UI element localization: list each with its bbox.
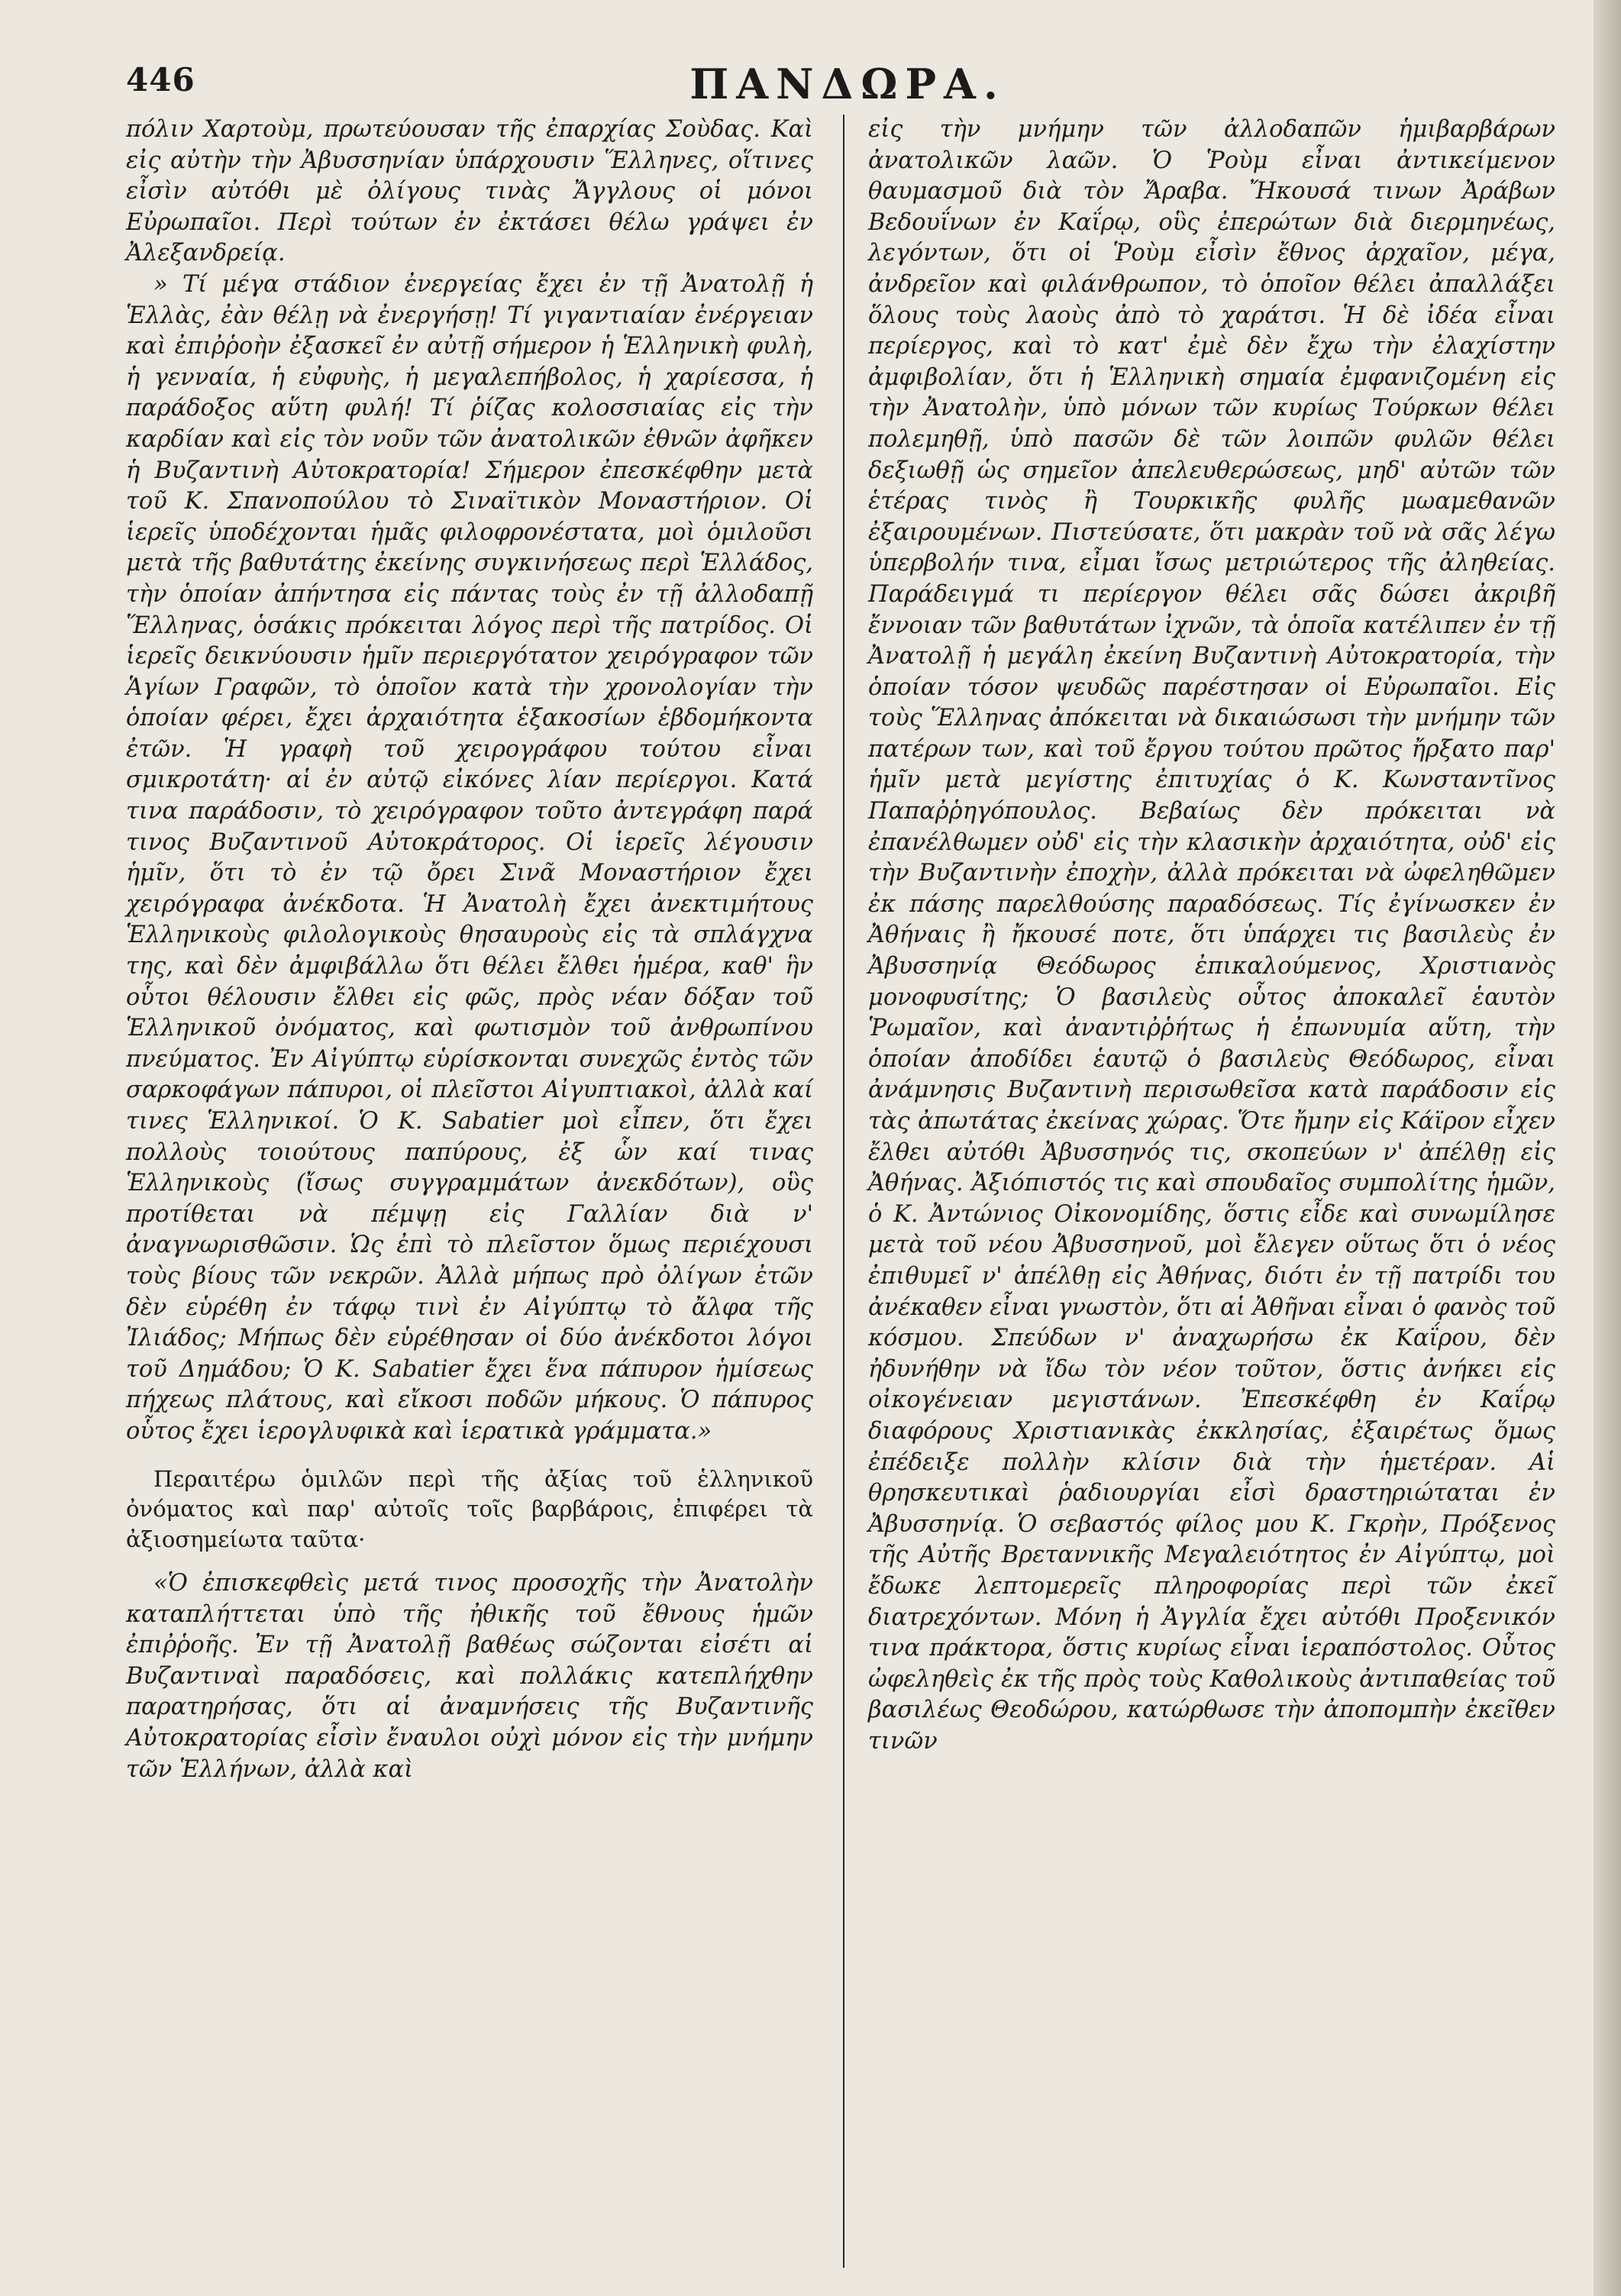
page-binding-edge (1594, 0, 1621, 2296)
running-title: ΠΑΝΔΩΡΑ. (689, 60, 1006, 108)
right-paragraph-1: εἰς τὴν μνήμην τῶν ἀλλοδαπῶν ἡμιβαρβάρων ἀνατολικῶν λαῶν. Ὁ Ῥοὺμ εἶναι ἀντικείμενον θαυμασμοῦ διὰ τὸν Ἄραβα. Ἤκουσά τινων Ἀράβων Βεδουΐνων ἐν Καΐρῳ, οὓς ἐπερώτων διὰ διερμηνέως, λεγόντων, ὅτι οἱ Ῥοὺμ εἶσὶν ἔθνος ἀρχαῖον, μέγα, ἀνδρεῖον καὶ φιλάνθρωπον, τὸ ὁποῖον θέλει ἀπαλλάξει ὅλους τοὺς λαοὺς ἀπὸ τὸ χαράτσι. Ἡ δὲ ἰδέα εἶναι περίεργος, καὶ τὸ κατ' ἐμὲ δὲν ἔχω τὴν ἐλαχίστην ἀμφιβολίαν, ὅτι ἡ Ἑλληνικὴ σημαία ἐμφανιζομένη εἰς τὴν Ἀνατολὴν, ὑπὸ μόνων τῶν κυρίως Τούρκων θέλει πολεμηθῇ, ὑπὸ πασῶν δὲ τῶν λοιπῶν φυλῶν θέλει δεξιωθῇ ὡς σημεῖον ἀπελευθερώσεως, μηδ' αὐτῶν τῶν ἑτέρας τινὸς ἢ Τουρκικῆς φυλῆς μωαμεθανῶν ἐξαιρουμένων. Πιστεύσατε, ὅτι μακρὰν τοῦ νὰ σᾶς λέγω ὑπερβολήν τινα, εἶμαι ἴσως μετριώτερος τῆς ἀληθείας. Παράδειγμά τι περίεργον θέλει σᾶς δώσει ἀκριβῆ ἔννοιαν τῶν βαθυτάτων ἰχνῶν, τὰ ὁποῖα κατέλιπεν ἐν τῇ Ἀνατολῇ ἡ μεγάλη ἐκείνη Βυζαντινὴ Αὐτοκρατορία, τὴν ὁποίαν τόσον ψευδῶς παρέστησαν οἱ Εὐρωπαῖοι. Εἰς τοὺς Ἕλληνας ἀπόκειται νὰ δικαιώσωσι τὴν μνήμην τῶν πατέρων των, καὶ τοῦ ἔργου τούτου πρῶτος ἤρξατο παρ' ἡμῖν μετὰ μεγίστης ἐπιτυχίας ὁ Κ. Κωνσταντῖνος Παπαῤῥηγόπουλος. Βεβαίως δὲν πρόκειται νὰ ἐπανέλθωμεν οὐδ' εἰς τὴν κλασικὴν ἀρχαιότητα, οὐδ' εἰς τὴν Βυζαντινὴν ἐποχὴν, ἀλλὰ πρόκειται νὰ ὠφεληθῶμεν ἐκ πάσης παρελθούσης παραδόσεως. Τίς ἐγίνωσκεν ἐν Ἀθήναις ἢ ἤκουσέ ποτε, ὅτι ὑπάρχει τις βασιλεὺς ἐν Ἀβυσσηνίᾳ Θεόδωρος ἐπικαλούμενος, Χριστιανὸς μονοφυσίτης; Ὁ βασιλεὺς οὗτος ἀποκαλεῖ ἑαυτὸν Ῥωμαῖον, καὶ ἀναντιῤῥήτως ἡ ἐπωνυμία αὕτη, τὴν ὁποίαν ἀποδίδει ἑαυτῷ ὁ βασιλεὺς Θεόδωρος, εἶναι ἀνάμνησις Βυζαντινὴ περισωθεῖσα κατὰ παράδοσιν εἰς τὰς ἀπωτάτας ἐκείνας χώρας. Ὅτε ἤμην εἰς Κάϊρον εἶχεν ἔλθει αὐτόθι Ἀβυσσηνός τις, σκοπεύων ν' ἀπέλθῃ εἰς Ἀθήνας. Ἀξιόπιστός τις καὶ σπουδαῖος συμπολίτης ἡμῶν, ὁ Κ. Ἀντώνιος Οἰκονομίδης, ὅστις εἶδε καὶ συνωμίλησε μετὰ τοῦ νέου Ἀβυσσηνοῦ, μοὶ ἔλεγεν οὕτως ὅτι ὁ νέος ἐπιθυμεῖ ν' ἀπέλθῃ εἰς Ἀθήνας, διότι ἐν τῇ πατρίδι του ἀνέκαθεν εἶναι γνωστὸν, ὅτι αἱ Ἀθῆναι εἶναι ὁ φανὸς τοῦ κόσμου. Σπεύδων ν' ἀναχωρήσω ἐκ Καΐρου, δὲν ἠδυνήθην νὰ ἴδω τὸν νέον τοῦτον, ὅστις ἀνήκει εἰς οἰκογένειαν μεγιστάνων. Ἐπεσκέφθη ἐν Καΐρῳ διαφόρους Χριστιανικὰς ἐκκλησίας, ἐξαιρέτως ὅμως ἐπέδειξε πολλὴν κλίσιν διὰ τὴν ἡμετέραν. Αἱ θρησκευτικαὶ ῥαδιουργίαι εἶσὶ δραστηριώταται ἐν Ἀβυσσηνίᾳ. Ὁ σεβαστός φίλος μου Κ. Γκρὴν, Πρόξενος τῆς Αὐτῆς Βρεταννικῆς Μεγαλειότητος ἐν Αἰγύπτῳ, μοὶ ἔδωκε λεπτομερεῖς πληροφορίας περὶ τῶν ἐκεῖ διατρεχόντων. Μόνη ἡ Ἀγγλία ἔχει αὐτόθι Προξενικόν τινα πράκτορα, ὅστις κυρίως εἶναι ἱεραπόστολος. Οὗτος ὠφεληθεὶς ἐκ τῆς πρὸς τοὺς Καθολικοὺς ἀντιπαθείας τοῦ βασιλέως Θεοδώρου, κατώρθωσε τὴν ἀποπομπὴν ἐκεῖθεν τινῶν (868, 116, 1555, 1755)
left-paragraph-1: πόλιν Χαρτοὺμ, πρωτεύουσαν τῆς ἐπαρχίας Σοὺδας. Καὶ εἰς αὐτὴν τὴν Ἀβυσσηνίαν ὑπάρχουσιν Ἕλληνες, οἵτινες εἶσὶν αὐτόθι μὲ ὀλίγους τινὰς Ἄγγλους οἱ μόνοι Εὐρωπαῖοι. Περὶ τούτων ἐν ἐκτάσει θέλω γράψει ἐν Ἀλεξανδρείᾳ. (126, 116, 813, 267)
page-header (126, 60, 1569, 113)
text-columns (126, 115, 1561, 2275)
left-paragraph-3: Περαιτέρω ὁμιλῶν περὶ τῆς ἀξίας τοῦ ἑλληνικοῦ ὀνόματος καὶ παρ' αὐτοῖς τοῖς βαρβάροις, ἐπιφέρει τὰ ἀξιοσημείωτα ταῦτα· (126, 1465, 813, 1552)
left-column (126, 115, 813, 1785)
right-column (868, 115, 1555, 1757)
column-divider (843, 115, 844, 2268)
left-paragraph-2: » Τί μέγα στάδιον ἐνεργείας ἔχει ἐν τῇ Ἀνατολῇ ἡ Ἑλλὰς, ἐὰν θέλῃ νὰ ἐνεργήσῃ! Τί γιγαντιαίαν ἐνέργειαν καὶ ἐπιῤῥοὴν ἐξασκεῖ ἐν αὐτῇ σήμερον ἡ Ἑλληνικὴ φυλὴ, ἡ γενναία, ἡ εὐφυὴς, ἡ μεγαλεπήβολος, ἡ χαρίεσσα, ἡ παράδοξος αὕτη φυλή! Τί ῥίζας κολοσσιαίας εἰς τὴν καρδίαν καὶ εἰς τὸν νοῦν τῶν ἀνατολικῶν ἐθνῶν ἀφῆκεν ἡ Βυζαντινὴ Αὐτοκρατορία! Σήμερον ἐπεσκέφθην μετὰ τοῦ Κ. Σπανοπούλου τὸ Σιναϊτικὸν Μοναστήριον. Οἱ ἱερεῖς ὑποδέχονται ἡμᾶς φιλοφρονέστατα, μοὶ ὁμιλοῦσι μετὰ τῆς βαθυτάτης ἐκείνης συγκινήσεως περὶ Ἑλλάδος, τὴν ὁποίαν ἀπήντησα εἰς πάντας τοὺς ἐν τῇ ἀλλοδαπῇ Ἕλληνας, ὁσάκις πρόκειται λόγος περὶ τῆς πατρίδος. Οἱ ἱερεῖς δεικνύουσιν ἡμῖν περιεργότατον χειρόγραφον τῶν Ἁγίων Γραφῶν, τὸ ὁποῖον κατὰ τὴν χρονολογίαν τὴν ὁποίαν φέρει, ἔχει ἀρχαιότητα ἑξακοσίων ἑβδομήκοντα ἐτῶν. Ἡ γραφὴ τοῦ χειρογράφου τούτου εἶναι σμικροτάτη· αἱ ἐν αὐτῷ εἰκόνες λίαν περίεργοι. Κατά τινα παράδοσιν, τὸ χειρόγραφον τοῦτο ἀντεγράφη παρά τινος Βυζαντινοῦ Αὐτοκράτορος. Οἱ ἱερεῖς λέγουσιν ἡμῖν, ὅτι τὸ ἐν τῷ ὄρει Σινᾶ Μοναστήριον ἔχει χειρόγραφα ἀνέκδοτα. Ἡ Ἀνατολὴ ἔχει ἀνεκτιμήτους Ἑλληνικοὺς φιλολογικοὺς θησαυροὺς εἰς τὰ σπλάγχνα της, καὶ δὲν ἀμφιβάλλω ὅτι θέλει ἔλθει ἡμέρα, καθ' ἣν οὗτοι θέλουσιν ἔλθει εἰς φῶς, πρὸς νέαν δόξαν τοῦ Ἑλληνικοῦ ὀνόματος, καὶ φωτισμὸν τοῦ ἀνθρωπίνου πνεύματος. Ἐν Αἰγύπτῳ εὑρίσκονται συνεχῶς ἐντὸς τῶν σαρκοφάγων πάπυροι, οἱ πλεῖστοι Αἰγυπτιακοὶ, ἀλλὰ καί τινες Ἑλληνικοί. Ὁ Κ. Sabatier μοὶ εἶπεν, ὅτι ἔχει πολλοὺς τοιούτους παπύρους, ἐξ ὧν καί τινας Ἑλληνικοὺς (ἴσως συγγραμμάτων ἀνεκδότων), οὓς προτίθεται νὰ πέμψῃ εἰς Γαλλίαν διὰ ν' ἀναγνωρισθῶσιν. Ὡς ἐπὶ τὸ πλεῖστον ὅμως περιέχουσι τοὺς βίους τῶν νεκρῶν. Ἀλλὰ μήπως πρὸ ὀλίγων ἐτῶν δὲν εὑρέθη ἐν τάφῳ τινὶ ἐν Αἰγύπτῳ τὸ ἄλφα τῆς Ἰλιάδος; Μήπως δὲν εὑρέθησαν οἱ δύο ἀνέκδοτοι λόγοι τοῦ Δημάδου; Ὁ Κ. Sabatier ἔχει ἕνα πάπυρον ἡμίσεως πήχεως πλάτους, καὶ εἴκοσι ποδῶν μήκους. Ὁ πάπυρος οὗτος ἔχει ἱερογλυφικὰ καὶ ἱερατικὰ γράμματα.» (126, 270, 813, 1445)
page-number: 446 (126, 61, 195, 98)
left-paragraph-4: «Ὁ ἐπισκεφθεὶς μετά τινος προσοχῆς τὴν Ἀνατολὴν καταπλήττεται ὑπὸ τῆς ἠθικῆς τοῦ ἔθνους ἡμῶν ἐπιῤῥοῆς. Ἐν τῇ Ἀνατολῇ βαθέως σώζονται εἰσέτι αἱ Βυζαντιναὶ παραδόσεις, καὶ πολλάκις κατεπλήχθην παρατηρήσας, ὅτι αἱ ἀναμνήσεις τῆς Βυζαντινῆς Αὐτοκρατορίας εἶσὶν ἔναυλοι οὐχὶ μόνον εἰς τὴν μνήμην τῶν Ἑλλήνων, ἀλλὰ καὶ (126, 1570, 813, 1783)
